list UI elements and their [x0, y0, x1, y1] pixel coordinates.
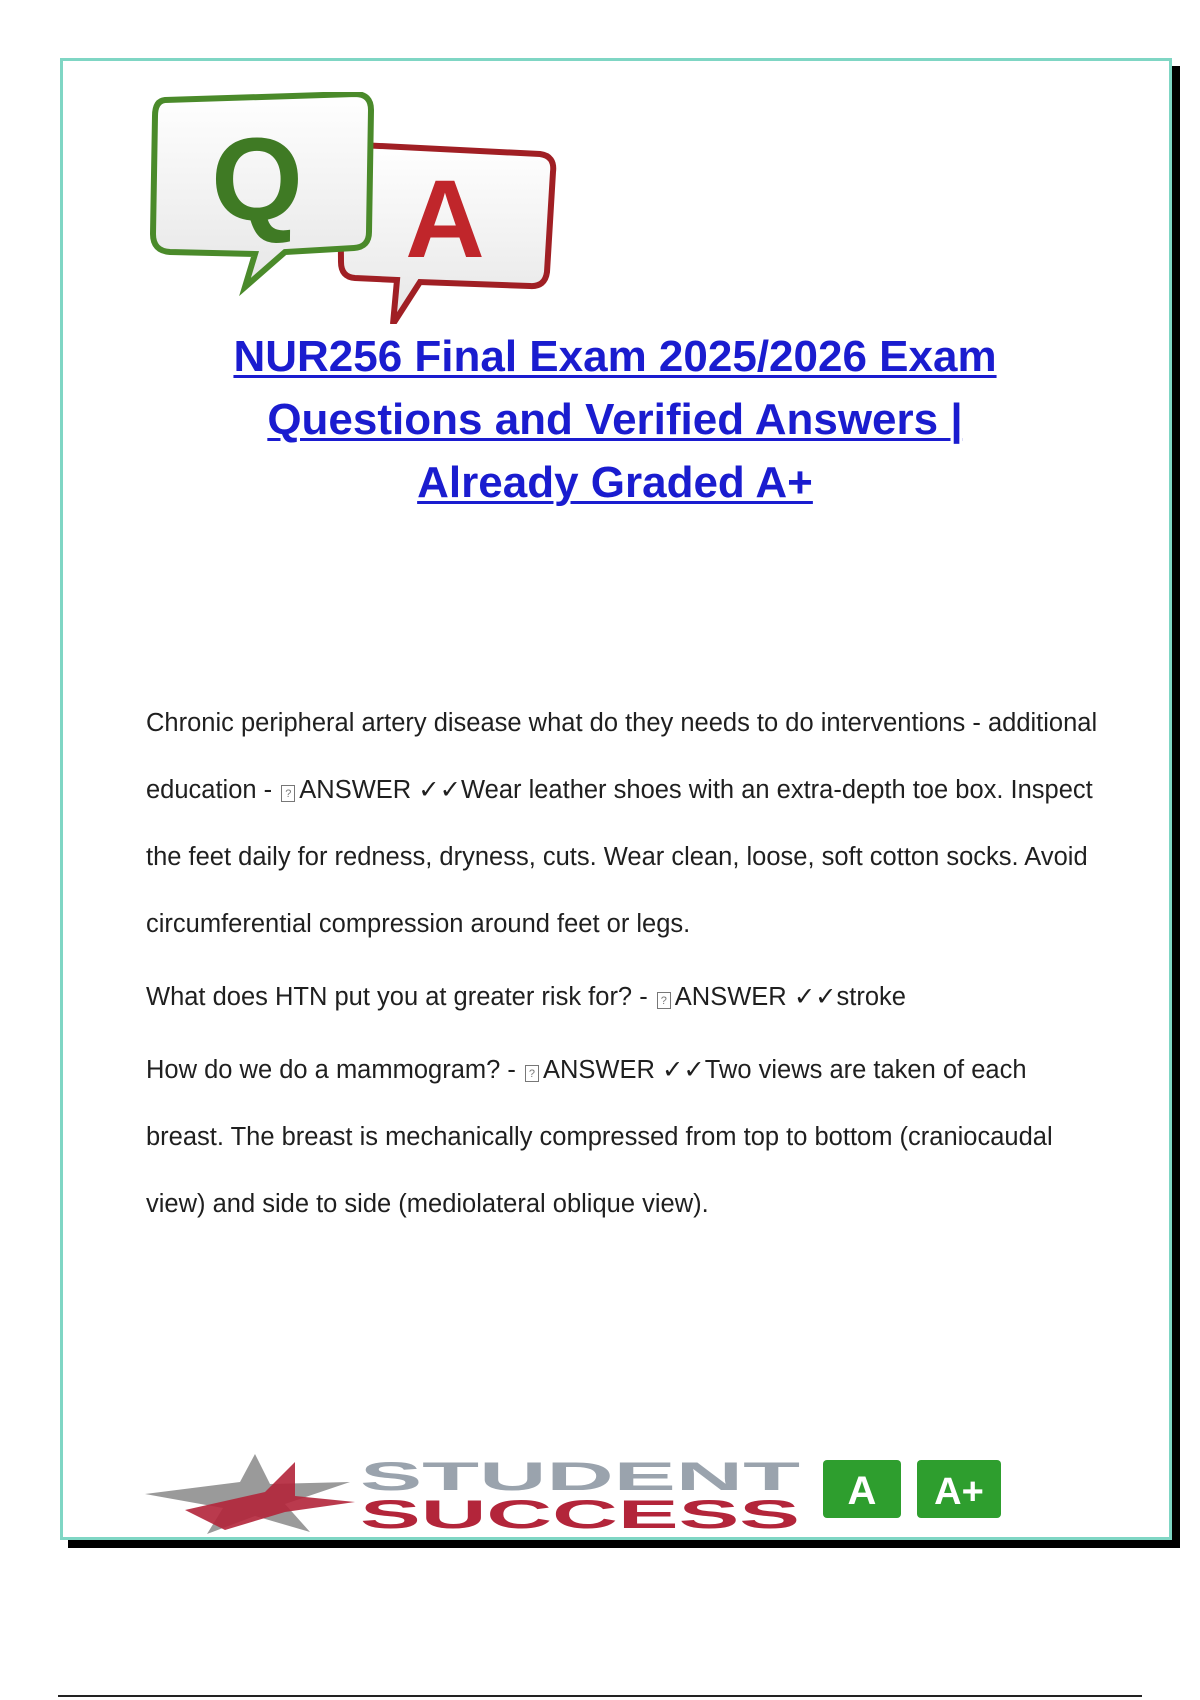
- qa-logo: [145, 92, 565, 324]
- question-text: What does HTN put you at greater risk for? -: [146, 983, 655, 1011]
- bottom-rule: [58, 1695, 1142, 1697]
- title-line-2: Questions and Verified Answers |: [267, 395, 963, 444]
- qa-list: [146, 690, 1106, 1238]
- qa-item: [146, 1037, 1106, 1238]
- checkmark-icon: ✓✓: [418, 775, 462, 805]
- document-title[interactable]: [120, 325, 1110, 514]
- qa-item: [146, 964, 1106, 1031]
- checkmark-icon: ✓✓: [662, 1055, 705, 1085]
- answer-text: stroke: [836, 983, 906, 1011]
- student-success-logo: [145, 1452, 1075, 1534]
- brand-bottom: SUCCESS: [360, 1493, 800, 1534]
- qa-item: [146, 690, 1106, 958]
- brand-top: STUDENT: [360, 1455, 800, 1499]
- missing-glyph-icon: ?: [657, 992, 671, 1009]
- missing-glyph-icon: ?: [281, 785, 295, 802]
- badge-a-label: A: [847, 1469, 877, 1513]
- q-letter: Q: [211, 114, 303, 246]
- checkmark-icon: ✓✓: [793, 982, 837, 1012]
- answer-text: Wear leather shoes with an extra-depth toe box. Inspect the feet daily for redness, dryness, cuts. Wear clean, loose, soft cotton socks. Avoid circumferential compression around feet or legs.: [146, 776, 1093, 938]
- title-line-1: NUR256 Final Exam 2025/2026 Exam: [233, 332, 997, 381]
- badge-a-plus-label: A+: [934, 1471, 984, 1513]
- answer-label: ANSWER: [299, 776, 412, 804]
- missing-glyph-icon: ?: [525, 1065, 539, 1082]
- question-text: Chronic peripheral artery disease what do they needs to do interventions - additional education -: [146, 709, 1098, 804]
- answer-label: ANSWER: [674, 983, 787, 1011]
- answer-text: Two views are taken of each breast. The breast is mechanically compressed from top to bottom (craniocaudal view) and side to side (mediolateral oblique view).: [146, 1056, 1053, 1218]
- a-letter: A: [405, 158, 485, 281]
- title-line-3: Already Graded A+: [417, 458, 813, 507]
- question-text: How do we do a mammogram? -: [146, 1056, 523, 1084]
- answer-label: ANSWER: [542, 1056, 655, 1084]
